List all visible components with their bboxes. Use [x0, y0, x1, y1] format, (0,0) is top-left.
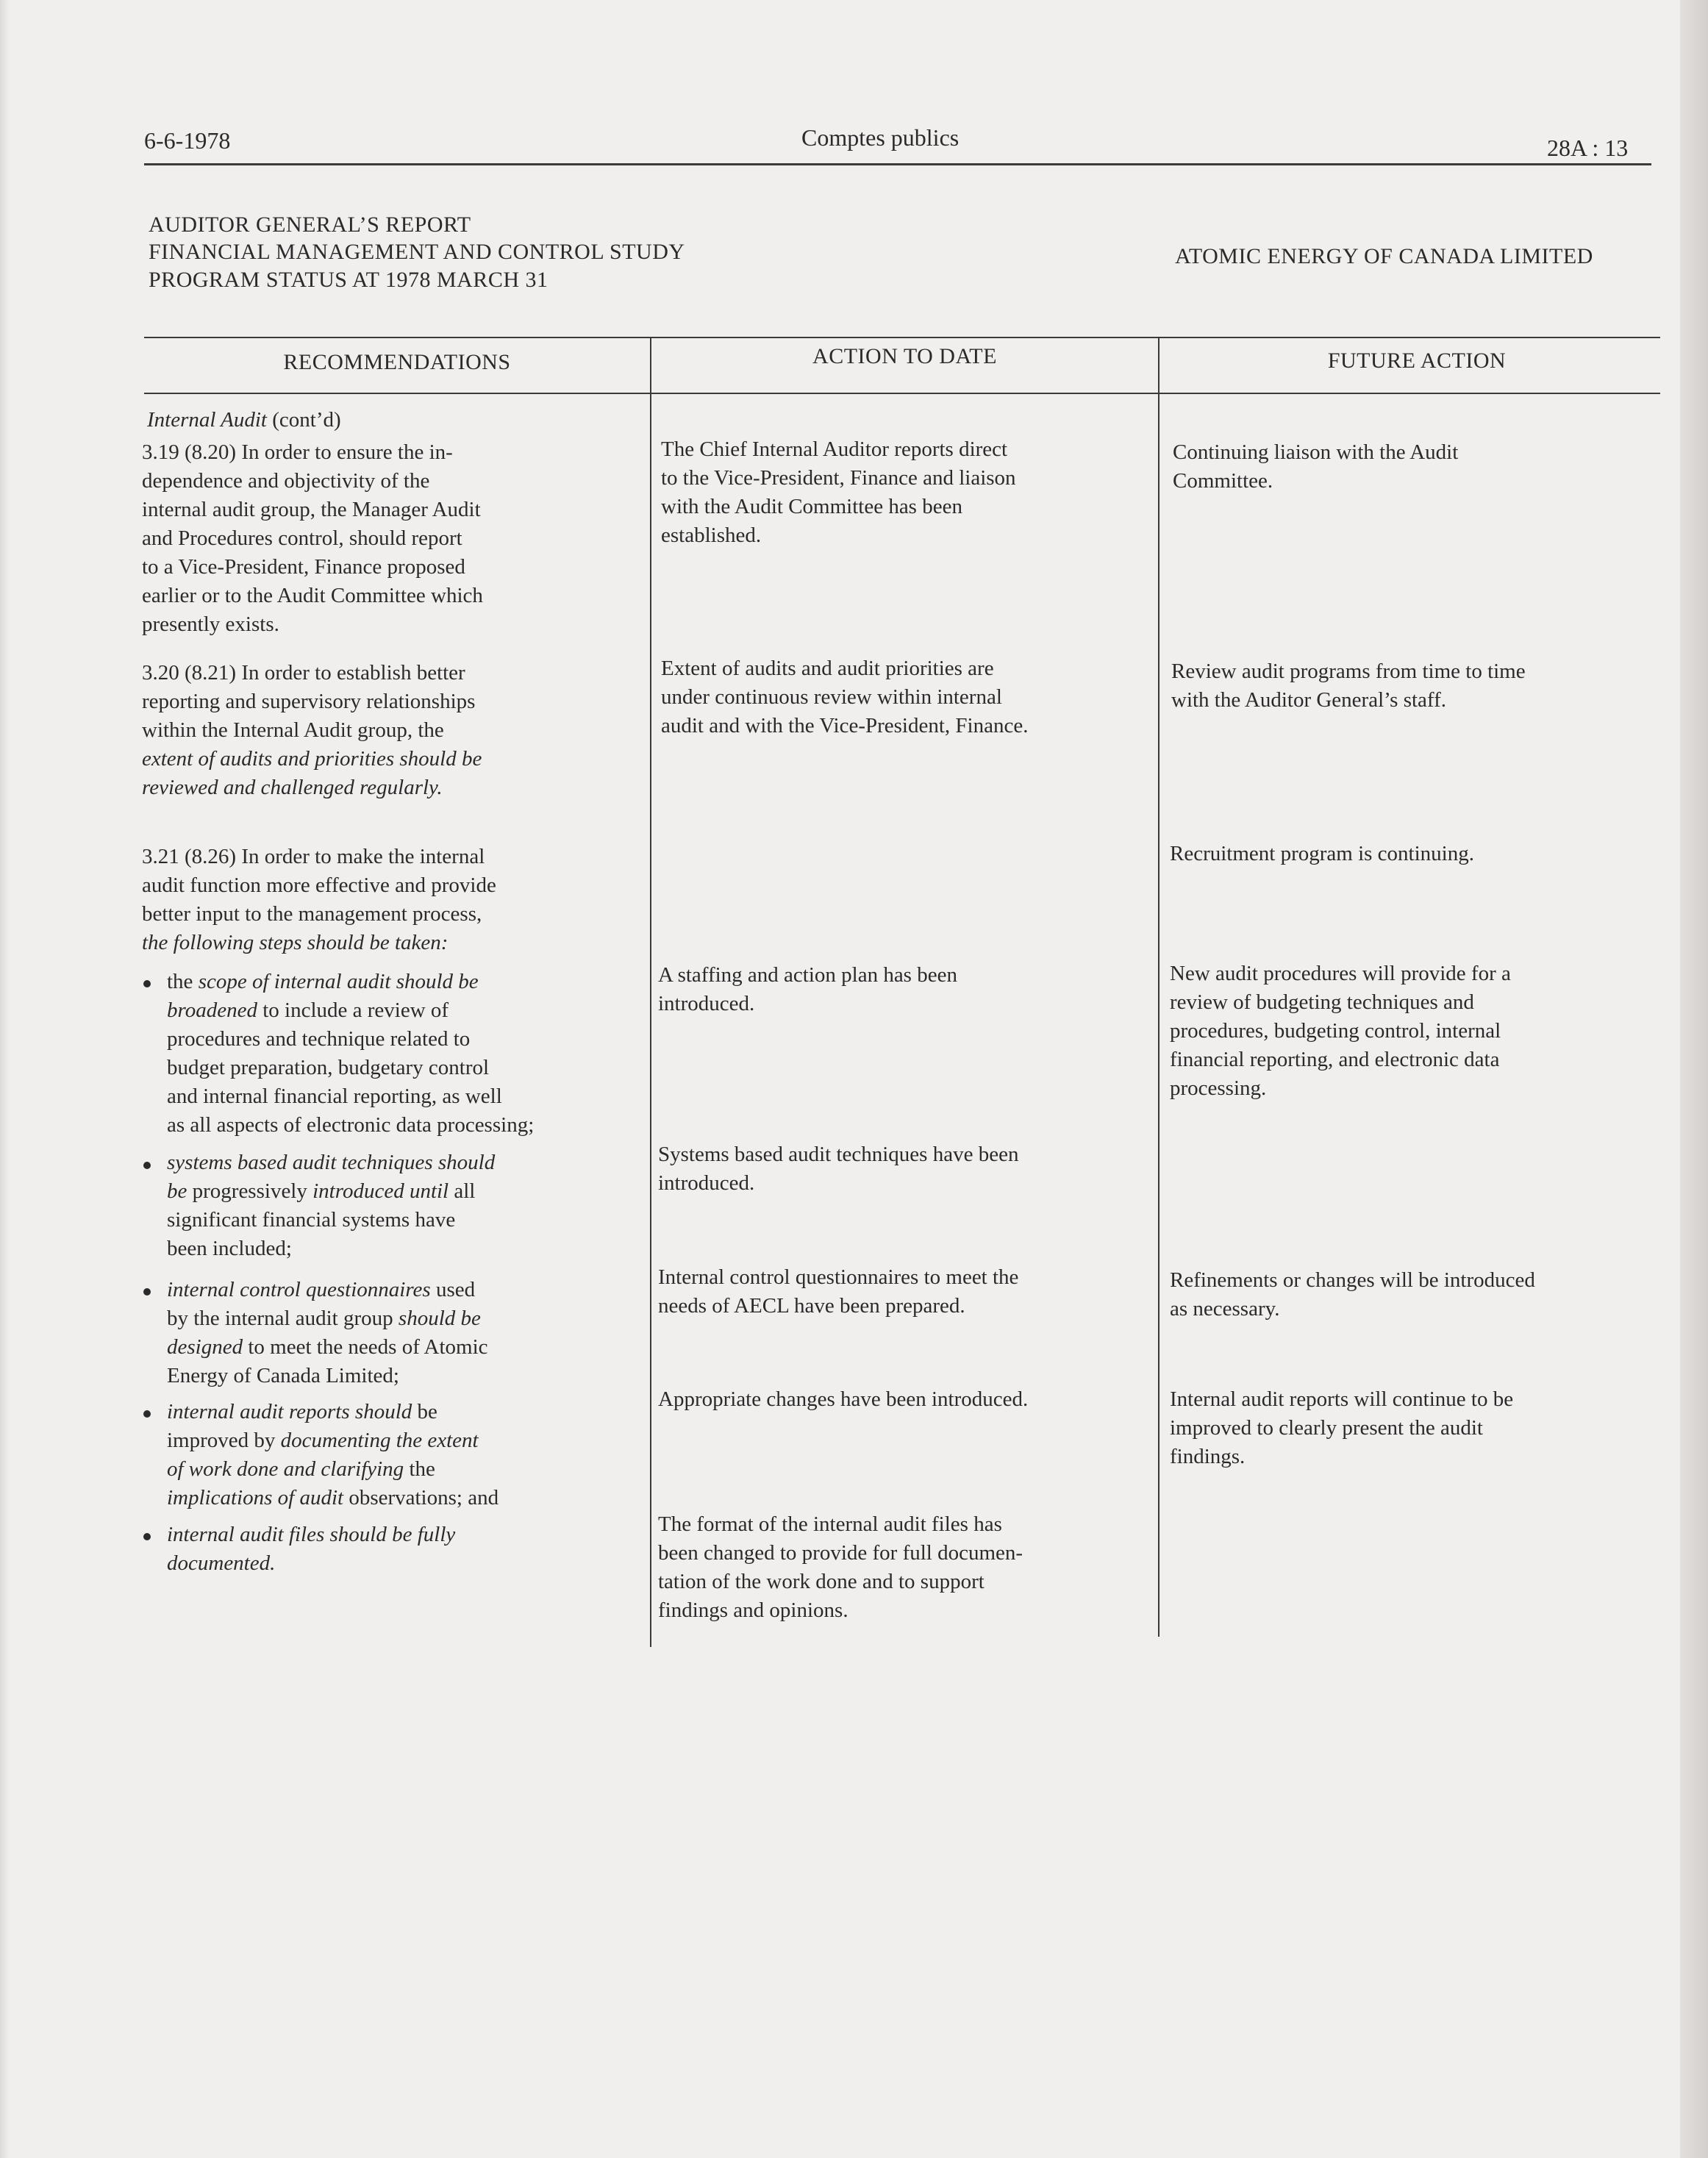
- recommendation-3-20: 3.20 (8.21) In order to establish better reporting and supervisory relationships within the Internal Audit group, the extent of audits and priorities should be reviewed and challenged regularly.: [142, 661, 482, 799]
- report-title-line3: PROGRAM STATUS AT 1978 MARCH 31: [149, 268, 549, 292]
- recommendation-bullet-questionnaires: internal control questionnaires used by the internal audit group should be designed to meet the needs of Atomic Energy of Canada Limited;: [167, 1278, 488, 1387]
- future-recruitment: Recruitment program is continuing.: [1170, 842, 1474, 865]
- recommendation-3-19: 3.19 (8.20) In order to ensure the in- dependence and objectivity of the internal audit group, the Manager Audit and Procedures control, should report to a Vice-President, Finance proposed earlier or to the Audit Committee which presently exists.: [142, 440, 483, 636]
- action-scope: A staffing and action plan has been introduced.: [658, 963, 957, 1015]
- bullet-icon: [143, 1162, 151, 1169]
- column-header-recommendations: RECOMMENDATIONS: [283, 350, 511, 374]
- future-3-20: Review audit programs from time to time with the Auditor General’s staff.: [1171, 660, 1526, 712]
- organization-name: ATOMIC ENERGY OF CANADA LIMITED: [1175, 244, 1593, 268]
- report-title-line1: AUDITOR GENERAL’S REPORT: [149, 212, 471, 237]
- future-scope: New audit procedures will provide for a review of budgeting techniques and procedures, budgeting control, internal financial reporting, and electronic data processing.: [1170, 962, 1511, 1100]
- action-files: The format of the internal audit files has been changed to provide for full documen- tation of the work done and to support findings and opinions.: [658, 1512, 1023, 1622]
- header-rule: [144, 163, 1651, 165]
- column-header-action-to-date: ACTION TO DATE: [812, 344, 997, 368]
- section-title: Internal Audit (cont’d): [147, 408, 341, 432]
- header-center-title: Comptes publics: [801, 124, 960, 151]
- recommendation-bullet-systems: systems based audit techniques should be progressively introduced until all significant financial systems have been included;: [167, 1151, 496, 1260]
- action-questionnaires: Internal control questionnaires to meet the needs of AECL have been prepared.: [658, 1265, 1019, 1318]
- header-date: 6-6-1978: [144, 127, 231, 154]
- bullet-icon: [143, 1533, 151, 1540]
- recommendation-bullet-reports: internal audit reports should be improved by documenting the extent of work done and clarifying the implications of audit observations; and: [167, 1400, 499, 1509]
- bullet-icon: [143, 980, 151, 987]
- column-header-future-action: FUTURE ACTION: [1327, 349, 1507, 373]
- recommendation-bullet-files: internal audit files should be fully documented.: [167, 1523, 456, 1575]
- action-3-19: The Chief Internal Auditor reports direct to the Vice-President, Finance and liaison with the Audit Committee has been established.: [661, 437, 1016, 547]
- future-reports: Internal audit reports will continue to be improved to clearly present the audit findings.: [1170, 1387, 1514, 1468]
- table-header-rule: [144, 393, 1660, 394]
- page-edge-left: [0, 0, 9, 2158]
- header-page-number: 28A : 13: [1547, 135, 1629, 161]
- report-title-line2: FINANCIAL MANAGEMENT AND CONTROL STUDY: [149, 240, 685, 264]
- future-3-19: Continuing liaison with the Audit Committee.: [1173, 440, 1459, 493]
- recommendation-3-21: 3.21 (8.26) In order to make the internal audit function more effective and provide better input to the management process, the following steps should be taken:: [142, 845, 496, 954]
- column-divider-2: [1158, 337, 1159, 1637]
- action-systems: Systems based audit techniques have been introduced.: [658, 1143, 1019, 1195]
- column-divider-1: [650, 337, 651, 1647]
- future-questionnaires: Refinements or changes will be introduced as necessary.: [1170, 1268, 1535, 1321]
- bullet-icon: [143, 1410, 151, 1418]
- table-top-rule: [144, 337, 1660, 338]
- recommendation-bullet-scope: the scope of internal audit should be broadened to include a review of procedures and technique related to budget preparation, budgetary control and internal financial reporting, as well as all aspects of electronic data processing;: [167, 970, 535, 1137]
- page-edge-right: [1680, 0, 1708, 2158]
- action-3-20: Extent of audits and audit priorities are under continuous review within internal audit and with the Vice-President, Finance.: [661, 657, 1029, 737]
- action-reports: Appropriate changes have been introduced.: [658, 1387, 1029, 1411]
- bullet-icon: [143, 1288, 151, 1296]
